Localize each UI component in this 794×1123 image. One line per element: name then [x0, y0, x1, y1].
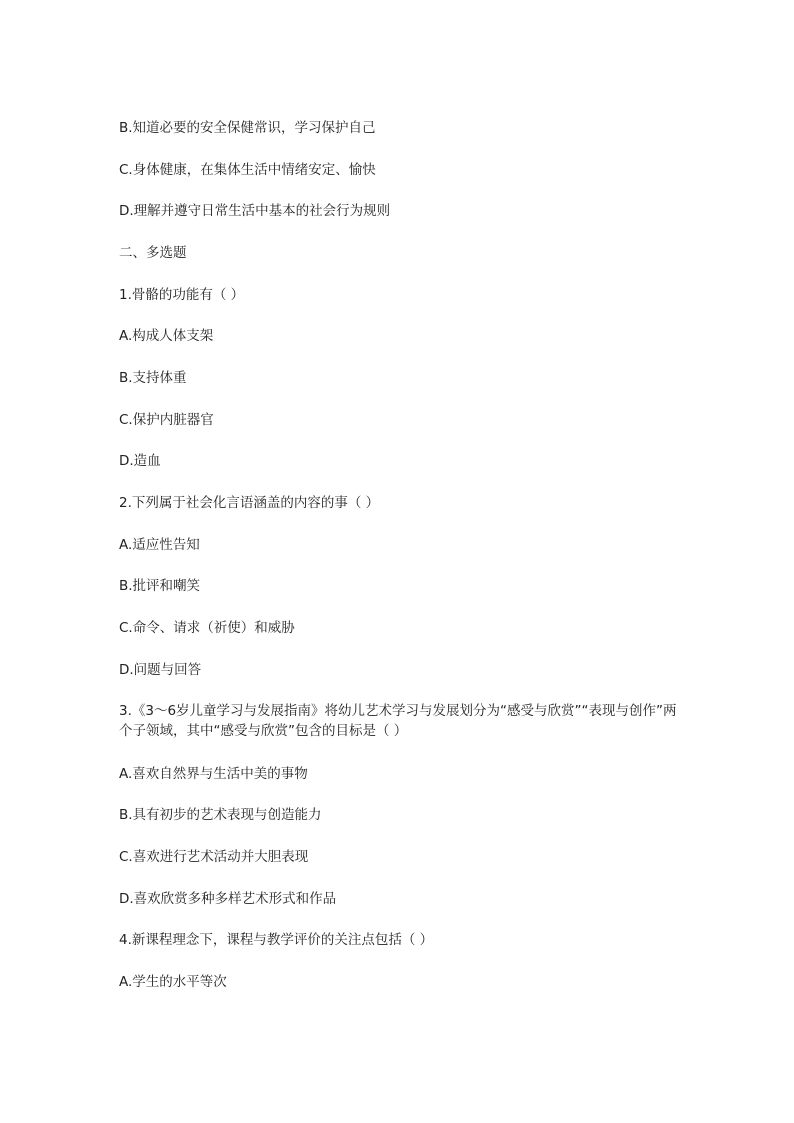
question-4: 4.新课程理念下，课程与教学评价的关注点包括（ ） — [119, 932, 434, 948]
section-heading-multiple-choice: 二、多选题 — [119, 245, 187, 261]
q2-option-d: D.问题与回答 — [119, 662, 202, 678]
q1-option-a: A.构成人体支架 — [119, 328, 214, 344]
q3-option-c: C.喜欢进行艺术活动并大胆表现 — [119, 849, 309, 865]
q3-option-a: A.喜欢自然界与生活中美的事物 — [119, 766, 308, 782]
q1-option-d: D.造血 — [119, 453, 161, 469]
q1-option-c: C.保护内脏器官 — [119, 412, 214, 428]
q2-option-b: B.批评和嘲笑 — [119, 578, 201, 594]
q4-option-a: A.学生的水平等次 — [119, 974, 227, 990]
option-b-safety-knowledge: B.知道必要的安全保健常识，学习保护自己 — [119, 120, 376, 136]
question-2: 2.下列属于社会化言语涵盖的内容的事（ ） — [119, 495, 380, 511]
q1-option-b: B.支持体重 — [119, 370, 187, 386]
q2-option-a: A.适应性告知 — [119, 537, 200, 553]
question-1: 1.骨骼的功能有（ ） — [119, 287, 245, 303]
option-d-social-rules: D.理解并遵守日常生活中基本的社会行为规则 — [119, 203, 391, 219]
question-3: 3.《3～6岁儿童学习与发展指南》将幼儿艺术学习与发展划分为“感受与欣赏”“表现与创作”两个子领域，其中“感受与欣赏”包含的目标是（ ） — [119, 703, 677, 739]
q2-option-c: C.命令、请求（祈使）和威胁 — [119, 620, 295, 636]
q3-option-b: B.具有初步的艺术表现与创造能力 — [119, 807, 322, 823]
q3-option-d: D.喜欢欣赏多种多样艺术形式和作品 — [119, 891, 337, 907]
option-c-health-emotion: C.身体健康，在集体生活中情绪安定、愉快 — [119, 162, 376, 178]
